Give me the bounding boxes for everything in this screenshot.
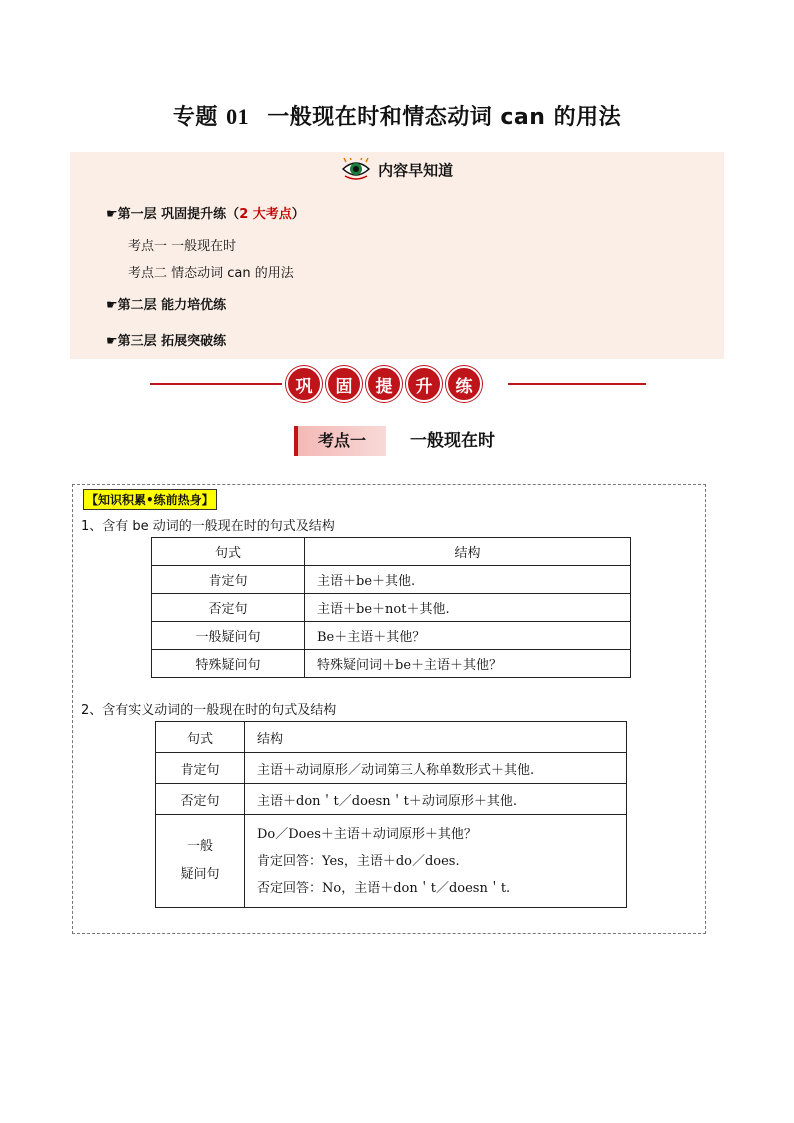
question-label-line: 一般 — [186, 839, 213, 854]
table-cell: 主语＋be＋not＋其他. — [305, 594, 631, 622]
table-header-cell: 结构 — [305, 538, 631, 566]
action-verb-table — [155, 721, 627, 908]
question-line: Do／Does＋主语＋动词原形＋其他？ — [257, 826, 477, 842]
question-line: 否定回答：No，主语＋don＇t／doesn＇t. — [257, 880, 511, 896]
title-prefix: 专题 — [172, 105, 218, 130]
table-cell — [245, 815, 627, 908]
be-verb-table — [151, 537, 631, 678]
toc-item-2: 考点二 情态动词 can 的用法 — [128, 266, 294, 281]
table-cell: 主语＋don＇t／doesn＇t＋动词原形＋其他. — [245, 784, 627, 815]
table-header-row — [156, 722, 627, 753]
table-row — [156, 784, 627, 815]
banner-char: 升 — [406, 366, 442, 402]
table-header-cell: 句式 — [152, 538, 305, 566]
table-row — [152, 622, 631, 650]
toc-level-1-highlight: 2 大考点 — [239, 207, 292, 222]
knowledge-heading-2: 2、含有实义动词的一般现在时的句式及结构 — [81, 703, 337, 718]
page-title — [0, 100, 794, 131]
banner-char: 巩 — [286, 366, 322, 402]
table-cell: 否定句 — [156, 784, 245, 815]
table-cell: 肯定句 — [156, 753, 245, 784]
kaodian-label: 一般现在时 — [410, 431, 495, 451]
table-cell — [156, 815, 245, 908]
toc-level-1-suffix: ） — [291, 207, 305, 222]
table-header-cell: 结构 — [245, 722, 627, 753]
table-cell: 特殊疑问句 — [152, 650, 305, 678]
question-line: 肯定回答：Yes，主语＋do／does. — [257, 853, 460, 869]
toc-header-label: 内容早知道 — [378, 161, 454, 180]
table-row — [156, 753, 627, 784]
table-cell: 特殊疑问词＋be＋主语＋其他？ — [305, 650, 631, 678]
banner-char: 练 — [446, 366, 482, 402]
table-row — [152, 594, 631, 622]
banner-left-rule — [150, 383, 282, 385]
eye-icon — [341, 158, 371, 184]
table-header-cell: 句式 — [156, 722, 245, 753]
table-cell: 一般疑问句 — [152, 622, 305, 650]
knowledge-title: 【知识积累•练前热身】 — [83, 489, 217, 510]
banner-right-rule — [508, 383, 646, 385]
title-number: 01 — [226, 104, 250, 129]
table-cell: 主语＋动词原形／动词第三人称单数形式＋其他. — [245, 753, 627, 784]
table-cell: Be＋主语＋其他？ — [305, 622, 631, 650]
table-row — [152, 650, 631, 678]
table-cell: 肯定句 — [152, 566, 305, 594]
toc-level-3: ☛第三层 拓展突破练 — [106, 334, 227, 349]
table-header-row — [152, 538, 631, 566]
toc-box — [70, 152, 724, 359]
banner-char: 提 — [366, 366, 402, 402]
title-main: 一般现在时和情态动词 can 的用法 — [267, 105, 622, 130]
table-row — [152, 566, 631, 594]
section-banner — [150, 366, 646, 402]
knowledge-heading-1: 1、含有 be 动词的一般现在时的句式及结构 — [81, 519, 335, 534]
knowledge-box — [72, 484, 706, 934]
table-cell: 否定句 — [152, 594, 305, 622]
table-row — [156, 815, 627, 908]
toc-level-1 — [106, 203, 305, 222]
toc-level-1-label: ☛第一层 巩固提升练（ — [106, 207, 240, 222]
banner-circles — [286, 366, 482, 402]
banner-char: 固 — [326, 366, 362, 402]
toc-header — [70, 158, 724, 184]
table-cell: 主语＋be＋其他. — [305, 566, 631, 594]
toc-item-1: 考点一 一般现在时 — [128, 239, 237, 254]
kaodian-tag: 考点一 — [294, 426, 386, 456]
question-label-line: 疑问句 — [180, 867, 220, 882]
toc-level-2: ☛第二层 能力培优练 — [106, 298, 227, 313]
